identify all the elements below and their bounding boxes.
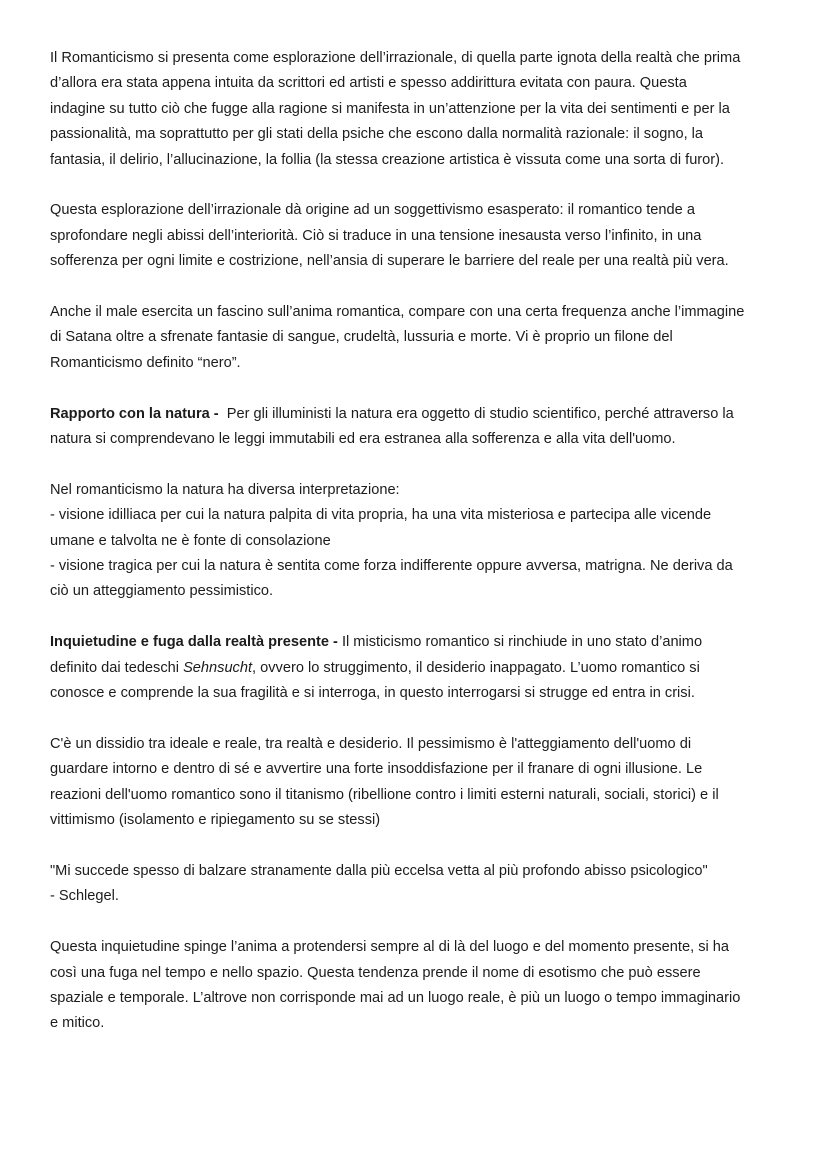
text-line: Anche il male esercita un fascino sull’anima romantica, compare con una certa frequenza anche l’immagine (50, 304, 745, 321)
paragraph-inquietudine (50, 630, 788, 706)
text-line: spaziale e temporale. L’altrove non corrisponde mai ad un luogo reale, è più un luogo o tempo immaginario (50, 989, 741, 1006)
text-line: così una fuga nel tempo e nello spazio. Questa tendenza prende il nome di esotismo che può essere (50, 964, 701, 981)
paragraph-irrazionale (50, 46, 788, 173)
paragraph-quote-schlegel (50, 859, 788, 910)
text-line (50, 656, 788, 681)
text-line: sprofondare negli abissi dell’interiorità. Ciò si traduce in una tensione inesausta verso l’infinito, in una (50, 227, 702, 244)
quote-line: "Mi succede spesso di balzare stranamente dalla più eccelsa vetta al più profondo abisso psicologico" (50, 862, 708, 879)
section-heading-inquietudine: Inquietudine e fuga dalla realtà presente - (50, 634, 338, 651)
text-line: d’allora era stata appena intuita da scrittori ed artisti e spesso addirittura evitata con paura. Questa (50, 75, 687, 92)
text-line: fantasia, il delirio, l’allucinazione, la follia (la stessa creazione artistica è vissuta come una sorta di furor). (50, 151, 725, 168)
text-fragment: Il misticismo romantico si rinchiude in uno stato d’animo (337, 634, 703, 651)
text-line: Il Romanticismo si presenta come esplorazione dell’irrazionale, di quella parte ignota della realtà che prima (50, 50, 741, 66)
text-line: Questa esplorazione dell’irrazionale dà origine ad un soggettivismo esasperato: il romantico tende a (50, 202, 695, 219)
quote-author: - Schlegel. (50, 888, 119, 905)
text-line: ciò un atteggiamento pessimistico. (50, 583, 274, 600)
text-line (50, 630, 788, 655)
section-heading-natura: Rapporto con la natura - (50, 405, 219, 422)
paragraph-interpretazione (50, 478, 788, 605)
text-line: natura si comprendevano le leggi immutabili ed era estranea alla sofferenza e alla vita dell'uomo. (50, 431, 676, 448)
text-line: - visione tragica per cui la natura è sentita come forza indifferente oppure avversa, matrigna. Ne deriva da (50, 558, 733, 575)
text-line: di Satana oltre a sfrenate fantasie di sangue, crudeltà, lussuria e morte. Vi è proprio un filone del (50, 329, 673, 346)
text-line: indagine su tutto ciò che fugge alla ragione si manifesta in un’attenzione per la vita dei sentimenti e per la (50, 100, 730, 117)
paragraph-male (50, 300, 788, 376)
text-line: Nel romanticismo la natura ha diversa interpretazione: (50, 481, 400, 498)
paragraph-rapporto-natura (50, 402, 788, 453)
text-line: conosce e comprende la sua fragilità e si interroga, in questo interrogarsi si strugge ed entra in crisi. (50, 685, 695, 702)
paragraph-esotismo (50, 935, 788, 1037)
text-line: reazioni dell'uomo romantico sono il titanismo (ribellione contro i limiti esterni naturali, sociali, storici) e il (50, 786, 719, 803)
text-fragment: , ovvero lo struggimento, il desiderio inappagato. L’uomo romantico si (252, 659, 700, 676)
document-page (50, 46, 788, 1062)
paragraph-dissidio (50, 732, 788, 834)
text-line: vittimismo (isolamento e ripiegamento su se stessi) (50, 812, 381, 829)
text-line: umane e talvolta ne è fonte di consolazione (50, 532, 331, 549)
text-line: Romanticismo definito “nero”. (50, 354, 241, 371)
text-fragment: Per gli illuministi la natura era oggetto di studio scientifico, perché attraverso la (218, 405, 734, 422)
text-line (50, 402, 788, 427)
italic-term: Sehnsucht (183, 659, 253, 676)
text-line: guardare intorno e dentro di sé e avvertire una forte insoddisfazione per il franare di ogni illusione. Le (50, 761, 703, 778)
text-line: C'è un dissidio tra ideale e reale, tra realtà e desiderio. Il pessimismo è l'atteggiamento dell'uomo di (50, 735, 692, 752)
text-line: passionalità, ma soprattutto per gli stati della psiche che escono dalla normalità razionale: il sogno, la (50, 126, 704, 143)
text-line: e mitico. (50, 1015, 105, 1032)
text-line: sofferenza per ogni limite e costrizione, nell’ansia di superare le barriere del reale per una realtà più vera. (50, 253, 729, 270)
paragraph-soggettivismo (50, 198, 788, 274)
text-fragment: definito dai tedeschi (50, 659, 184, 676)
text-line: - visione idilliaca per cui la natura palpita di vita propria, ha una vita misteriosa e partecipa alle vicende (50, 507, 712, 524)
text-line: Questa inquietudine spinge l’anima a protendersi sempre al di là del luogo e del momento presente, si ha (50, 939, 730, 956)
